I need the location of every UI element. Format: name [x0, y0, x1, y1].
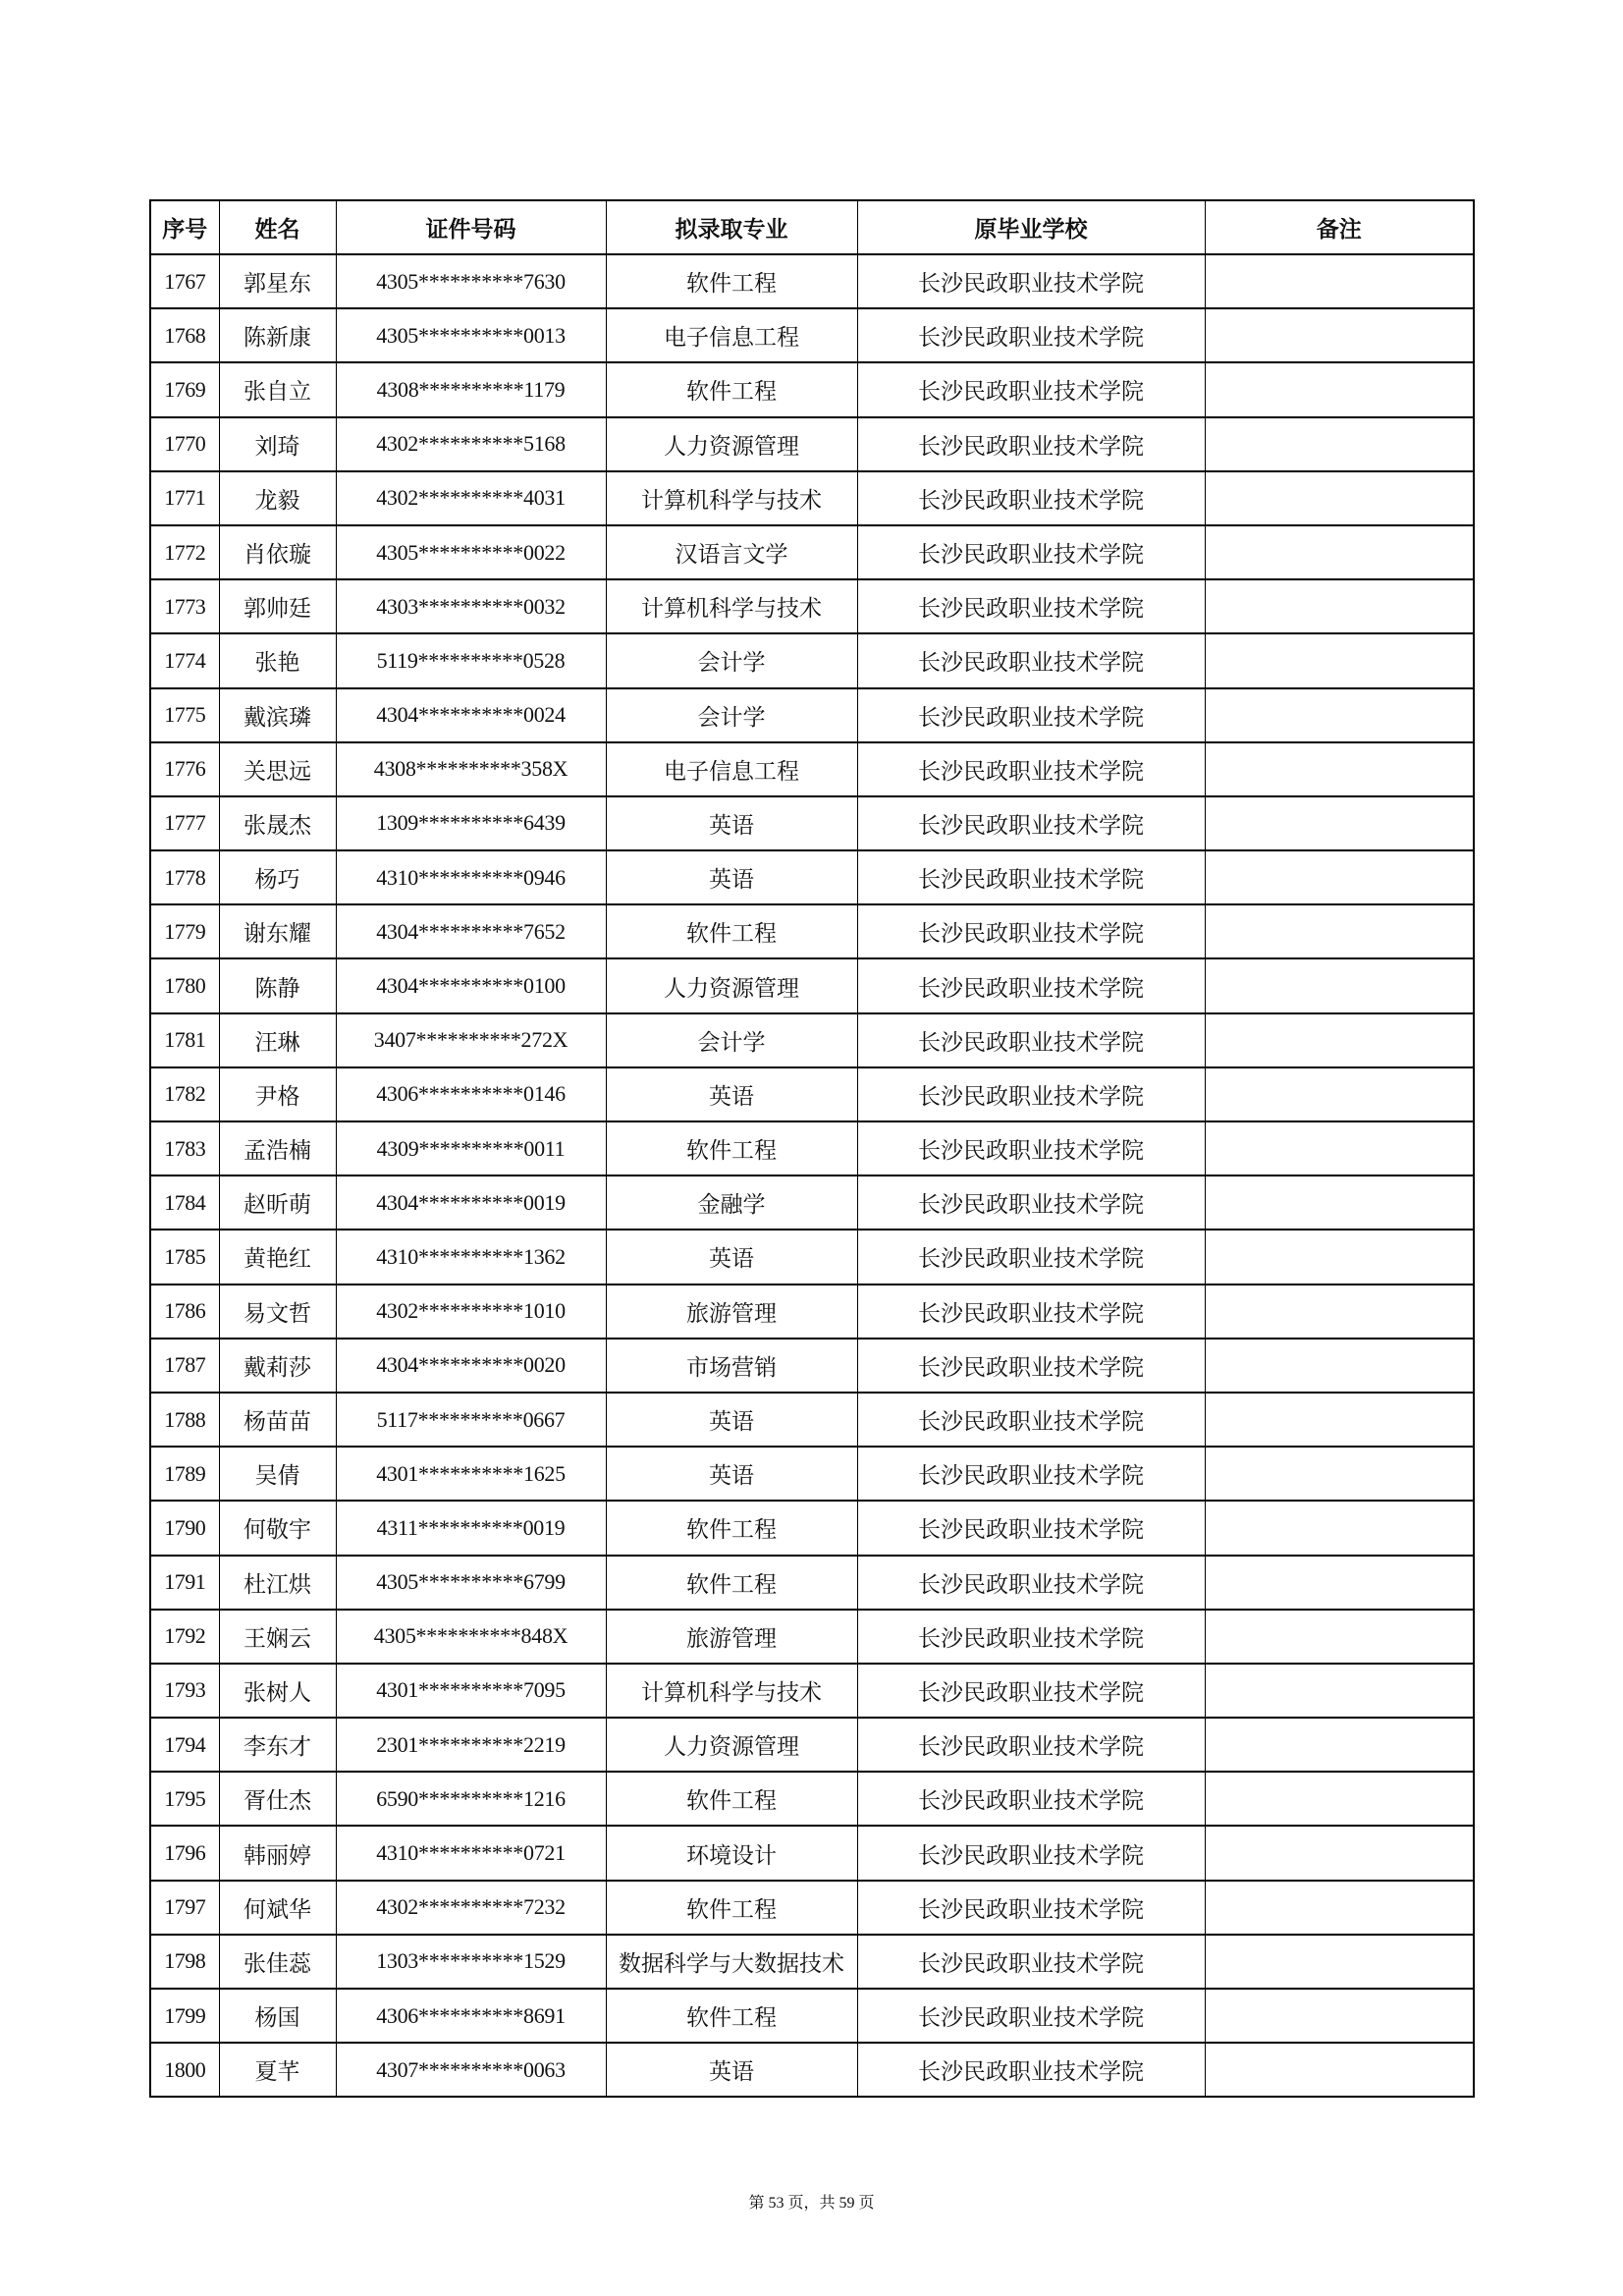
- cell-major: 软件工程: [606, 1772, 857, 1826]
- cell-note: [1205, 1501, 1474, 1555]
- cell-school: 长沙民政职业技术学院: [857, 904, 1205, 958]
- table-row: [150, 579, 1474, 633]
- cell-seq: 1790: [150, 1501, 219, 1555]
- cell-seq: 1794: [150, 1718, 219, 1772]
- table-row: [150, 1393, 1474, 1447]
- cell-name: 尹格: [219, 1067, 336, 1121]
- cell-name: 王娴云: [219, 1610, 336, 1664]
- table-row: [150, 1447, 1474, 1501]
- cell-name: 杨国: [219, 1989, 336, 2043]
- table-row: [150, 796, 1474, 850]
- cell-seq: 1775: [150, 688, 219, 742]
- cell-seq: 1781: [150, 1013, 219, 1067]
- cell-major: 软件工程: [606, 1556, 857, 1610]
- cell-id-number: 4307**********0063: [336, 2043, 606, 2097]
- cell-major: 数据科学与大数据技术: [606, 1935, 857, 1989]
- cell-note: [1205, 633, 1474, 687]
- cell-id-number: 6590**********1216: [336, 1772, 606, 1826]
- cell-id-number: 4304**********7652: [336, 904, 606, 958]
- cell-name: 张佳蕊: [219, 1935, 336, 1989]
- table-row: [150, 1935, 1474, 1989]
- cell-seq: 1776: [150, 742, 219, 796]
- cell-major: 计算机科学与技术: [606, 471, 857, 525]
- cell-seq: 1793: [150, 1664, 219, 1718]
- cell-note: [1205, 1556, 1474, 1610]
- cell-major: 市场营销: [606, 1339, 857, 1393]
- cell-major: 英语: [606, 1447, 857, 1501]
- cell-note: [1205, 1067, 1474, 1121]
- cell-seq: 1791: [150, 1556, 219, 1610]
- cell-seq: 1777: [150, 796, 219, 850]
- cell-id-number: 4304**********0019: [336, 1175, 606, 1230]
- cell-id-number: 4302**********5168: [336, 417, 606, 471]
- cell-id-number: 4309**********0011: [336, 1121, 606, 1175]
- cell-id-number: 2301**********2219: [336, 1718, 606, 1772]
- cell-school: 长沙民政职业技术学院: [857, 1935, 1205, 1989]
- cell-major: 软件工程: [606, 254, 857, 308]
- cell-note: [1205, 1285, 1474, 1339]
- cell-seq: 1774: [150, 633, 219, 687]
- table-row: [150, 417, 1474, 471]
- cell-id-number: 3407**********272X: [336, 1013, 606, 1067]
- cell-id-number: 4302**********1010: [336, 1285, 606, 1339]
- table-body: [150, 254, 1474, 2097]
- cell-seq: 1786: [150, 1285, 219, 1339]
- cell-major: 软件工程: [606, 1121, 857, 1175]
- table-row: [150, 1826, 1474, 1880]
- cell-school: 长沙民政职业技术学院: [857, 308, 1205, 362]
- table-header-row: [150, 200, 1474, 254]
- table-row: [150, 1067, 1474, 1121]
- cell-name: 夏芊: [219, 2043, 336, 2097]
- cell-major: 电子信息工程: [606, 742, 857, 796]
- table-row: [150, 1989, 1474, 2043]
- cell-school: 长沙民政职业技术学院: [857, 362, 1205, 416]
- cell-school: 长沙民政职业技术学院: [857, 579, 1205, 633]
- cell-name: 孟浩楠: [219, 1121, 336, 1175]
- cell-seq: 1798: [150, 1935, 219, 1989]
- cell-note: [1205, 1447, 1474, 1501]
- table-row: [150, 1772, 1474, 1826]
- header-major: 拟录取专业: [606, 200, 857, 254]
- cell-note: [1205, 1989, 1474, 2043]
- cell-major: 旅游管理: [606, 1610, 857, 1664]
- table-row: [150, 1175, 1474, 1230]
- cell-school: 长沙民政职业技术学院: [857, 1013, 1205, 1067]
- cell-name: 胥仕杰: [219, 1772, 336, 1826]
- cell-id-number: 4305**********848X: [336, 1610, 606, 1664]
- cell-major: 软件工程: [606, 1881, 857, 1935]
- cell-note: [1205, 1175, 1474, 1230]
- cell-name: 吴倩: [219, 1447, 336, 1501]
- header-note: 备注: [1205, 200, 1474, 254]
- cell-seq: 1789: [150, 1447, 219, 1501]
- cell-major: 软件工程: [606, 1989, 857, 2043]
- header-id-number: 证件号码: [336, 200, 606, 254]
- cell-major: 汉语言文学: [606, 525, 857, 579]
- cell-name: 汪琳: [219, 1013, 336, 1067]
- table-row: [150, 471, 1474, 525]
- cell-seq: 1771: [150, 471, 219, 525]
- cell-name: 郭星东: [219, 254, 336, 308]
- cell-id-number: 4305**********0022: [336, 525, 606, 579]
- admission-list-table: [149, 199, 1475, 2098]
- cell-note: [1205, 579, 1474, 633]
- cell-name: 何斌华: [219, 1881, 336, 1935]
- cell-school: 长沙民政职业技术学院: [857, 2043, 1205, 2097]
- cell-note: [1205, 1339, 1474, 1393]
- cell-school: 长沙民政职业技术学院: [857, 796, 1205, 850]
- cell-id-number: 1303**********1529: [336, 1935, 606, 1989]
- cell-name: 杜江烘: [219, 1556, 336, 1610]
- table-row: [150, 1718, 1474, 1772]
- cell-major: 英语: [606, 850, 857, 904]
- table-row: [150, 1664, 1474, 1718]
- cell-school: 长沙民政职业技术学院: [857, 1393, 1205, 1447]
- cell-name: 郭帅廷: [219, 579, 336, 633]
- cell-seq: 1770: [150, 417, 219, 471]
- cell-name: 张艳: [219, 633, 336, 687]
- table-row: [150, 904, 1474, 958]
- cell-school: 长沙民政职业技术学院: [857, 1881, 1205, 1935]
- cell-name: 韩丽婷: [219, 1826, 336, 1880]
- table-row: [150, 1610, 1474, 1664]
- cell-school: 长沙民政职业技术学院: [857, 1067, 1205, 1121]
- cell-school: 长沙民政职业技术学院: [857, 633, 1205, 687]
- cell-note: [1205, 1230, 1474, 1284]
- cell-major: 会计学: [606, 633, 857, 687]
- cell-note: [1205, 958, 1474, 1012]
- cell-name: 肖依璇: [219, 525, 336, 579]
- cell-note: [1205, 471, 1474, 525]
- cell-note: [1205, 1013, 1474, 1067]
- table-row: [150, 688, 1474, 742]
- cell-id-number: 4304**********0024: [336, 688, 606, 742]
- cell-school: 长沙民政职业技术学院: [857, 471, 1205, 525]
- cell-note: [1205, 904, 1474, 958]
- table-row: [150, 1501, 1474, 1555]
- page-footer: 第 53 页，共 59 页: [748, 2195, 875, 2212]
- cell-school: 长沙民政职业技术学院: [857, 1175, 1205, 1230]
- cell-id-number: 5119**********0528: [336, 633, 606, 687]
- cell-id-number: 4301**********7095: [336, 1664, 606, 1718]
- cell-note: [1205, 1935, 1474, 1989]
- cell-seq: 1788: [150, 1393, 219, 1447]
- cell-id-number: 4304**********0020: [336, 1339, 606, 1393]
- cell-seq: 1773: [150, 579, 219, 633]
- cell-seq: 1768: [150, 308, 219, 362]
- cell-name: 关思远: [219, 742, 336, 796]
- cell-id-number: 4310**********0946: [336, 850, 606, 904]
- cell-id-number: 4310**********1362: [336, 1230, 606, 1284]
- cell-id-number: 4305**********7630: [336, 254, 606, 308]
- cell-note: [1205, 1718, 1474, 1772]
- cell-seq: 1792: [150, 1610, 219, 1664]
- cell-note: [1205, 1772, 1474, 1826]
- table-row: [150, 742, 1474, 796]
- cell-major: 会计学: [606, 688, 857, 742]
- cell-seq: 1783: [150, 1121, 219, 1175]
- table-row: [150, 254, 1474, 308]
- cell-id-number: 4311**********0019: [336, 1501, 606, 1555]
- cell-id-number: 4305**********0013: [336, 308, 606, 362]
- cell-name: 戴滨璘: [219, 688, 336, 742]
- table-row: [150, 525, 1474, 579]
- table-row: [150, 958, 1474, 1012]
- cell-name: 谢东耀: [219, 904, 336, 958]
- cell-school: 长沙民政职业技术学院: [857, 254, 1205, 308]
- cell-id-number: 4301**********1625: [336, 1447, 606, 1501]
- cell-id-number: 4308**********1179: [336, 362, 606, 416]
- table-row: [150, 1285, 1474, 1339]
- table-row: [150, 1556, 1474, 1610]
- cell-school: 长沙民政职业技术学院: [857, 1664, 1205, 1718]
- table-row: [150, 308, 1474, 362]
- header-seq: 序号: [150, 200, 219, 254]
- cell-school: 长沙民政职业技术学院: [857, 1285, 1205, 1339]
- cell-note: [1205, 308, 1474, 362]
- cell-school: 长沙民政职业技术学院: [857, 1718, 1205, 1772]
- cell-id-number: 4305**********6799: [336, 1556, 606, 1610]
- cell-seq: 1795: [150, 1772, 219, 1826]
- cell-seq: 1782: [150, 1067, 219, 1121]
- cell-note: [1205, 796, 1474, 850]
- cell-major: 人力资源管理: [606, 417, 857, 471]
- cell-note: [1205, 1826, 1474, 1880]
- cell-school: 长沙民政职业技术学院: [857, 1989, 1205, 2043]
- cell-major: 软件工程: [606, 1501, 857, 1555]
- cell-school: 长沙民政职业技术学院: [857, 958, 1205, 1012]
- cell-note: [1205, 362, 1474, 416]
- cell-id-number: 4308**********358X: [336, 742, 606, 796]
- cell-school: 长沙民政职业技术学院: [857, 850, 1205, 904]
- cell-name: 张晟杰: [219, 796, 336, 850]
- cell-name: 张自立: [219, 362, 336, 416]
- cell-seq: 1784: [150, 1175, 219, 1230]
- cell-major: 旅游管理: [606, 1285, 857, 1339]
- cell-school: 长沙民政职业技术学院: [857, 1121, 1205, 1175]
- cell-seq: 1769: [150, 362, 219, 416]
- cell-major: 英语: [606, 1067, 857, 1121]
- cell-major: 英语: [606, 796, 857, 850]
- cell-major: 会计学: [606, 1013, 857, 1067]
- cell-seq: 1772: [150, 525, 219, 579]
- cell-id-number: 4302**********7232: [336, 1881, 606, 1935]
- table-row: [150, 1881, 1474, 1935]
- cell-note: [1205, 688, 1474, 742]
- table-row: [150, 1230, 1474, 1284]
- cell-seq: 1796: [150, 1826, 219, 1880]
- cell-note: [1205, 525, 1474, 579]
- table-row: [150, 1013, 1474, 1067]
- table-row: [150, 2043, 1474, 2097]
- cell-seq: 1787: [150, 1339, 219, 1393]
- cell-major: 计算机科学与技术: [606, 579, 857, 633]
- cell-school: 长沙民政职业技术学院: [857, 1339, 1205, 1393]
- cell-seq: 1778: [150, 850, 219, 904]
- cell-note: [1205, 1881, 1474, 1935]
- cell-major: 人力资源管理: [606, 958, 857, 1012]
- cell-school: 长沙民政职业技术学院: [857, 1826, 1205, 1880]
- cell-major: 软件工程: [606, 362, 857, 416]
- cell-major: 英语: [606, 1230, 857, 1284]
- cell-note: [1205, 1664, 1474, 1718]
- cell-seq: 1785: [150, 1230, 219, 1284]
- cell-id-number: 5117**********0667: [336, 1393, 606, 1447]
- cell-note: [1205, 1121, 1474, 1175]
- cell-seq: 1799: [150, 1989, 219, 2043]
- cell-name: 张树人: [219, 1664, 336, 1718]
- table-row: [150, 362, 1474, 416]
- cell-note: [1205, 417, 1474, 471]
- cell-school: 长沙民政职业技术学院: [857, 742, 1205, 796]
- header-name: 姓名: [219, 200, 336, 254]
- cell-note: [1205, 1393, 1474, 1447]
- cell-name: 何敬宇: [219, 1501, 336, 1555]
- cell-note: [1205, 2043, 1474, 2097]
- cell-name: 陈静: [219, 958, 336, 1012]
- cell-school: 长沙民政职业技术学院: [857, 1230, 1205, 1284]
- cell-seq: 1779: [150, 904, 219, 958]
- cell-id-number: 1309**********6439: [336, 796, 606, 850]
- cell-school: 长沙民政职业技术学院: [857, 525, 1205, 579]
- cell-seq: 1800: [150, 2043, 219, 2097]
- cell-major: 计算机科学与技术: [606, 1664, 857, 1718]
- cell-major: 环境设计: [606, 1826, 857, 1880]
- table-row: [150, 1121, 1474, 1175]
- cell-name: 杨苗苗: [219, 1393, 336, 1447]
- cell-major: 人力资源管理: [606, 1718, 857, 1772]
- cell-name: 易文哲: [219, 1285, 336, 1339]
- cell-name: 李东才: [219, 1718, 336, 1772]
- cell-name: 戴莉莎: [219, 1339, 336, 1393]
- cell-note: [1205, 1610, 1474, 1664]
- cell-school: 长沙民政职业技术学院: [857, 1610, 1205, 1664]
- cell-major: 金融学: [606, 1175, 857, 1230]
- cell-id-number: 4306**********8691: [336, 1989, 606, 2043]
- cell-note: [1205, 254, 1474, 308]
- cell-name: 龙毅: [219, 471, 336, 525]
- cell-name: 陈新康: [219, 308, 336, 362]
- cell-note: [1205, 850, 1474, 904]
- cell-school: 长沙民政职业技术学院: [857, 1556, 1205, 1610]
- header-school: 原毕业学校: [857, 200, 1205, 254]
- cell-id-number: 4302**********4031: [336, 471, 606, 525]
- cell-id-number: 4310**********0721: [336, 1826, 606, 1880]
- table-row: [150, 1339, 1474, 1393]
- cell-name: 刘琦: [219, 417, 336, 471]
- cell-major: 电子信息工程: [606, 308, 857, 362]
- cell-name: 赵昕萌: [219, 1175, 336, 1230]
- cell-note: [1205, 742, 1474, 796]
- cell-major: 英语: [606, 1393, 857, 1447]
- cell-id-number: 4304**********0100: [336, 958, 606, 1012]
- cell-seq: 1797: [150, 1881, 219, 1935]
- cell-school: 长沙民政职业技术学院: [857, 1772, 1205, 1826]
- cell-id-number: 4303**********0032: [336, 579, 606, 633]
- cell-name: 杨巧: [219, 850, 336, 904]
- table-row: [150, 633, 1474, 687]
- cell-school: 长沙民政职业技术学院: [857, 1447, 1205, 1501]
- cell-school: 长沙民政职业技术学院: [857, 417, 1205, 471]
- cell-name: 黄艳红: [219, 1230, 336, 1284]
- cell-school: 长沙民政职业技术学院: [857, 688, 1205, 742]
- cell-seq: 1780: [150, 958, 219, 1012]
- cell-school: 长沙民政职业技术学院: [857, 1501, 1205, 1555]
- cell-major: 软件工程: [606, 904, 857, 958]
- cell-seq: 1767: [150, 254, 219, 308]
- cell-id-number: 4306**********0146: [336, 1067, 606, 1121]
- table-row: [150, 850, 1474, 904]
- cell-major: 英语: [606, 2043, 857, 2097]
